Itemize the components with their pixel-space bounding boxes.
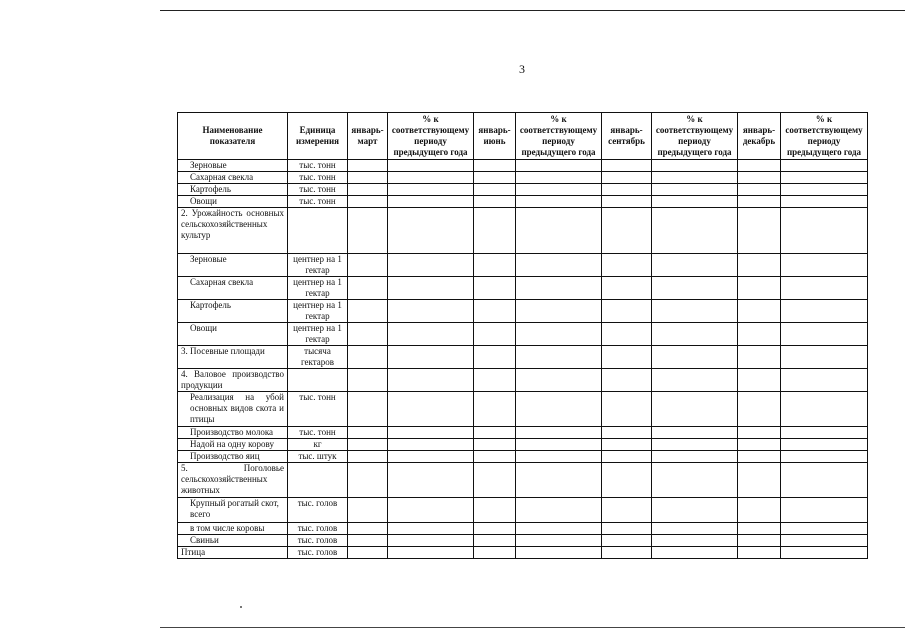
row-name: 3. Посевные площади bbox=[178, 346, 288, 369]
bottom-rule bbox=[160, 627, 905, 628]
row-name: 2. Урожайность основных сельскохозяйственных культур bbox=[178, 208, 288, 254]
header-pct-3: % к соответствующему периоду предыдущего года bbox=[652, 113, 738, 160]
row-name: Надой на одну корову bbox=[178, 439, 288, 451]
table-row bbox=[178, 427, 868, 439]
table-row bbox=[178, 172, 868, 184]
row-unit: центнер на 1 гектар bbox=[288, 277, 348, 300]
table-row bbox=[178, 369, 868, 392]
row-unit: тыс. голов bbox=[288, 523, 348, 535]
table-row bbox=[178, 439, 868, 451]
table-row bbox=[178, 547, 868, 559]
table-row bbox=[178, 300, 868, 323]
table-row bbox=[178, 392, 868, 427]
row-name: Зерновые bbox=[178, 254, 288, 277]
header-pct-4: % к соответствующему периоду предыдущего года bbox=[781, 113, 868, 160]
row-unit: тыс. тонн bbox=[288, 172, 348, 184]
row-unit: тысяча гектаров bbox=[288, 346, 348, 369]
header-jan-jun: январь-июнь bbox=[474, 113, 516, 160]
table-row bbox=[178, 196, 868, 208]
row-name: Овощи bbox=[178, 196, 288, 208]
row-name: в том числе коровы bbox=[178, 523, 288, 535]
row-unit: тыс. тонн bbox=[288, 427, 348, 439]
table-row bbox=[178, 184, 868, 196]
row-name: Производство молока bbox=[178, 427, 288, 439]
row-name: Реализация на убой основных видов скота и птицы bbox=[178, 392, 288, 427]
row-name: Овощи bbox=[178, 323, 288, 346]
table-row bbox=[178, 498, 868, 523]
table-row bbox=[178, 323, 868, 346]
header-row bbox=[178, 113, 868, 160]
header-unit: Единица измерения bbox=[288, 113, 348, 160]
row-name: Свиньи bbox=[178, 535, 288, 547]
row-unit: тыс. тонн bbox=[288, 392, 348, 427]
row-name: 4. Валовое производство продукции bbox=[178, 369, 288, 392]
table-row bbox=[178, 160, 868, 172]
table-row bbox=[178, 346, 868, 369]
header-jan-mar: январь-март bbox=[348, 113, 388, 160]
table-row bbox=[178, 254, 868, 277]
row-name: Крупный рогатый скот, всего bbox=[178, 498, 288, 523]
header-jan-dec: январь-декабрь bbox=[738, 113, 781, 160]
row-name: Сахарная свекла bbox=[178, 172, 288, 184]
row-unit bbox=[288, 463, 348, 498]
table-row bbox=[178, 463, 868, 498]
row-unit: тыс. тонн bbox=[288, 184, 348, 196]
row-name: 5. Поголовье сельскохозяйственных животных bbox=[178, 463, 288, 498]
row-unit: тыс. голов bbox=[288, 547, 348, 559]
row-unit: центнер на 1 гектар bbox=[288, 254, 348, 277]
table-row bbox=[178, 451, 868, 463]
row-name: Птица bbox=[178, 547, 288, 559]
row-unit bbox=[288, 208, 348, 254]
row-name: Зерновые bbox=[178, 160, 288, 172]
row-name: Картофель bbox=[178, 184, 288, 196]
header-pct-1: % к соответствующему периоду предыдущего года bbox=[388, 113, 474, 160]
table-row bbox=[178, 277, 868, 300]
header-jan-sep: январь-сентябрь bbox=[602, 113, 652, 160]
row-unit: тыс. тонн bbox=[288, 196, 348, 208]
row-name: Картофель bbox=[178, 300, 288, 323]
row-unit: тыс. голов bbox=[288, 535, 348, 547]
scan-speck bbox=[240, 606, 242, 608]
page-number: 3 bbox=[519, 62, 525, 76]
row-name: Сахарная свекла bbox=[178, 277, 288, 300]
row-unit: кг bbox=[288, 439, 348, 451]
header-name: Наименование показателя bbox=[178, 113, 288, 160]
table-row bbox=[178, 208, 868, 254]
top-rule bbox=[160, 10, 905, 11]
header-pct-2: % к соответствующему периоду предыдущего года bbox=[516, 113, 602, 160]
row-unit: тыс. штук bbox=[288, 451, 348, 463]
row-unit: центнер на 1 гектар bbox=[288, 300, 348, 323]
row-unit bbox=[288, 369, 348, 392]
table-row bbox=[178, 535, 868, 547]
table-row bbox=[178, 523, 868, 535]
row-unit: тыс. тонн bbox=[288, 160, 348, 172]
indicators-table bbox=[177, 112, 868, 559]
row-unit: тыс. голов bbox=[288, 498, 348, 523]
row-unit: центнер на 1 гектар bbox=[288, 323, 348, 346]
row-name: Производство яиц bbox=[178, 451, 288, 463]
